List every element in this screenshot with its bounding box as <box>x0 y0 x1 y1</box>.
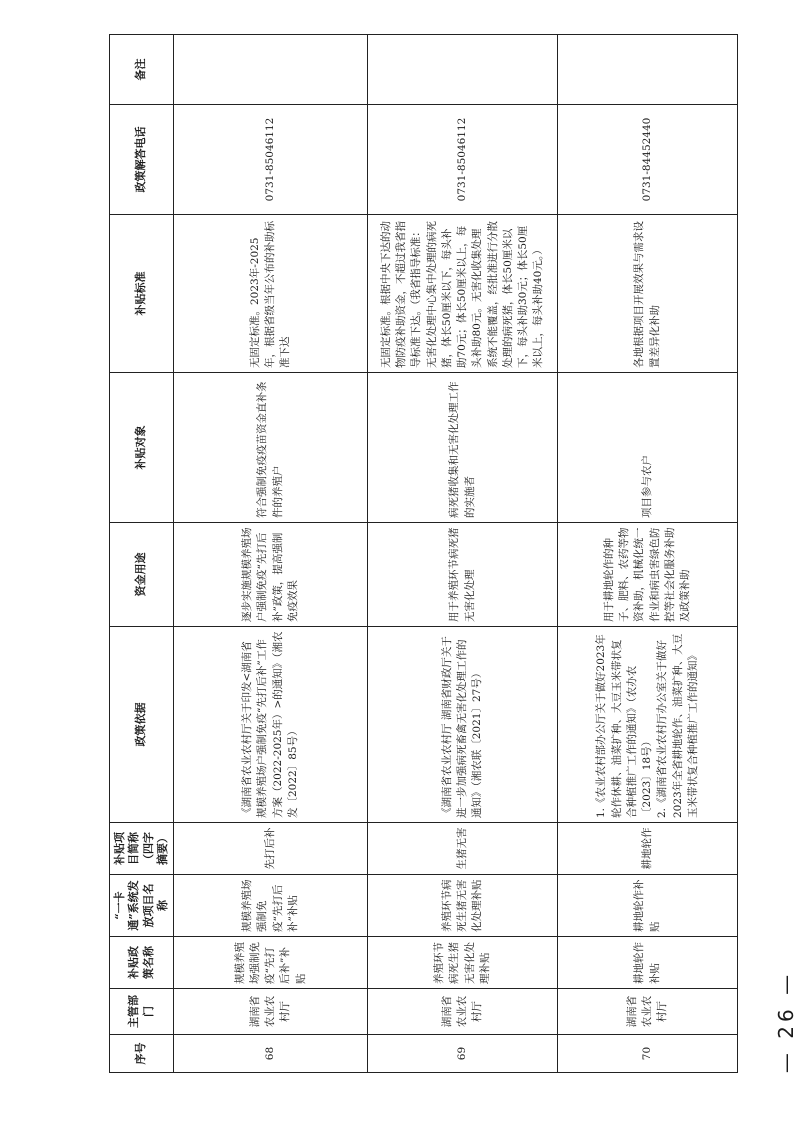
cell-dept: 湖南省农业农村厅 <box>368 989 558 1035</box>
cell-policy-name: 养殖环节病死生猪无害化处理补贴 <box>368 937 558 989</box>
cell-usage: 用于耕地轮作的种子、肥料、农药等物资补助，机械化统一作业和病虫害绿色防控等社会化服务补助及政策补助 <box>558 523 738 627</box>
header-dept: 主管部门 <box>110 989 174 1035</box>
cell-project-abbr: 耕地轮作 <box>558 823 738 875</box>
cell-remark <box>558 35 738 105</box>
table-row <box>174 35 368 1073</box>
header-phone: 政策解答电话 <box>110 105 174 215</box>
cell-seq: 69 <box>368 1035 558 1073</box>
cell-project-abbr: 生猪无害 <box>368 823 558 875</box>
header-usage: 资金用途 <box>110 523 174 627</box>
cell-usage: 用于养殖环节病死猪无害化处理 <box>368 523 558 627</box>
cell-dept: 湖南省农业农村厅 <box>558 989 738 1035</box>
subsidy-policy-table <box>109 34 738 1073</box>
cell-standard: 各地根据项目开展效果与需求设置差异化补助 <box>558 215 738 373</box>
cell-phone: 0731-85046112 <box>368 105 558 215</box>
header-seq: 序号 <box>110 1035 174 1073</box>
cell-policy-name: 规模养殖场强制免疫“先打后补”补贴 <box>174 937 368 989</box>
cell-remark <box>174 35 368 105</box>
cell-system-name: 耕地轮作补贴 <box>558 875 738 937</box>
cell-target: 符合强制免疫疫苗资金直补条件的养殖户 <box>174 373 368 523</box>
cell-seq: 68 <box>174 1035 368 1073</box>
cell-usage: 逐步实施规模养殖场户强制免疫“先打后补”政策，提高强制免疫效果 <box>174 523 368 627</box>
cell-basis: 《湖南省农业农村厅关于印发<湖南省规模养殖场户强制免疫“先打后补”工作方案（2022-2025年）>的通知》（湘农发〔2022〕85号） <box>174 627 368 823</box>
cell-standard: 无固定标准。根据中央下达的动物防疫补助资金，不超过我省指导标准下达。（我省指导标准：无害化处理中心集中处理的病死猪，体长50厘米以下，每头补助70元；体长50厘米以上，每头补助80元。无害化收集处理系统不能覆盖，经批准进行分散处理的病死猪，体长50厘米以下，每头补助30元；体长50厘米以上，每头补助40元。） <box>368 215 558 373</box>
page-number: — 26 — <box>774 970 798 1074</box>
header-remark: 备注 <box>110 35 174 105</box>
cell-phone: 0731-84452440 <box>558 105 738 215</box>
cell-remark <box>368 35 558 105</box>
cell-standard: 无固定标准。2023年-2025年，根据省级当年公布的补助标准下达 <box>174 215 368 373</box>
rotated-page-content <box>109 35 723 1073</box>
cell-system-name: 规模养殖场强制免疫“先打后补”补贴 <box>174 875 368 937</box>
header-system-name: “一卡通”系统发放项目名称 <box>110 875 174 937</box>
cell-phone: 0731-85046112 <box>174 105 368 215</box>
cell-project-abbr: 先打后补 <box>174 823 368 875</box>
cell-basis: 1.《农业农村部办公厅关于做好2023年轮作休耕、油菜扩种、大豆玉米带状复合种植推广工作的通知》（农办农〔2023〕18号） 2.《湖南省农业农村厅办公室关于做好2023年全省耕地轮作、油菜扩种、大豆玉米带状复合种植推广工作的通知》 <box>558 627 738 823</box>
header-policy-name: 补贴政策名称 <box>110 937 174 989</box>
table-row <box>558 35 738 1073</box>
cell-target: 病死猪收集和无害化处理工作的实施者 <box>368 373 558 523</box>
header-standard: 补贴标准 <box>110 215 174 373</box>
cell-basis: 《湖南省农业农村厅 湖南省财政厅关于进一步加强病死畜禽无害化处理工作的通知》（湘农联〔2021〕27号） <box>368 627 558 823</box>
header-basis: 政策依据 <box>110 627 174 823</box>
table-row <box>368 35 558 1073</box>
cell-target: 项目参与农户 <box>558 373 738 523</box>
cell-system-name: 养殖环节病死生猪无害化处理补贴 <box>368 875 558 937</box>
header-target: 补贴对象 <box>110 373 174 523</box>
cell-seq: 70 <box>558 1035 738 1073</box>
table-header-row <box>110 35 174 1073</box>
header-project-abbr: 补贴项目简称（四字摘要） <box>110 823 174 875</box>
cell-dept: 湖南省农业农村厅 <box>174 989 368 1035</box>
cell-policy-name: 耕地轮作补贴 <box>558 937 738 989</box>
